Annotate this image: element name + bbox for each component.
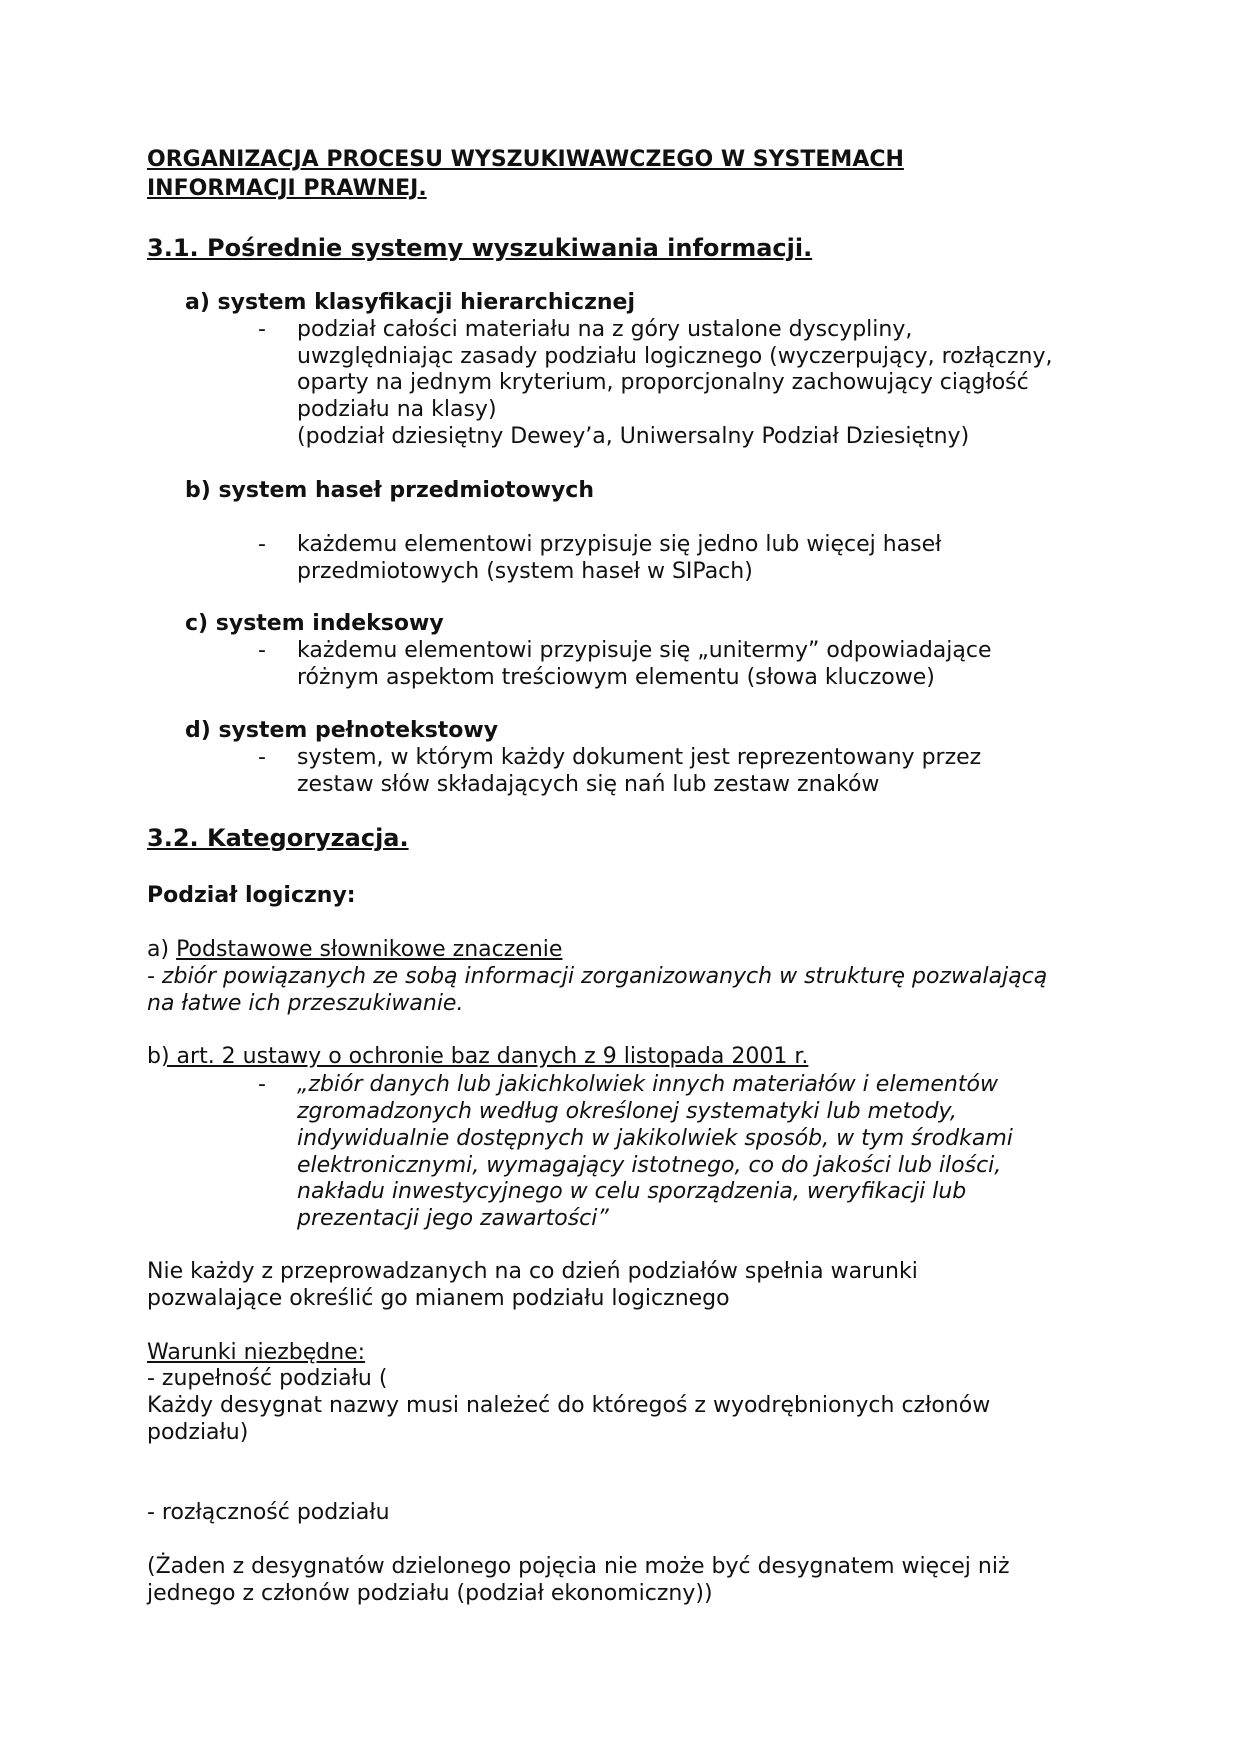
condition-line: podziału) bbox=[147, 1420, 249, 1445]
subheading-b: b) system haseł przedmiotowych bbox=[185, 478, 595, 503]
text-line: przedmiotowych (system haseł w SIPach) bbox=[297, 559, 753, 584]
quote-line: zgromadzonych według określonej systematyki lub metody, bbox=[297, 1099, 957, 1124]
text-line: różnym aspektom treściowym elementu (słowa kluczowe) bbox=[297, 665, 935, 690]
subheading-podzial-logiczny: Podział logiczny: bbox=[147, 883, 356, 908]
text-line: podziału na klasy) bbox=[297, 397, 497, 422]
quote-line: nakładu inwestycyjnego w celu sporządzenia, weryfikacji lub bbox=[297, 1179, 967, 1204]
text-line: (podział dziesiętny Dewey’a, Uniwersalny Podział Dziesiętny) bbox=[297, 424, 970, 449]
bullet-dash: - bbox=[258, 1072, 266, 1097]
definition-b-prefix: b bbox=[147, 1044, 161, 1069]
subheading-a: a) system klasyfikacji hierarchicznej bbox=[185, 290, 636, 315]
bullet-dash: - bbox=[258, 745, 266, 770]
condition-note-line: (Żaden z desygnatów dzielonego pojęcia nie może być desygnatem więcej niż bbox=[147, 1554, 1010, 1579]
bullet-dash: - bbox=[258, 317, 266, 342]
definition-b-line bbox=[147, 1043, 808, 1070]
conditions-label: Warunki niezbędne: bbox=[147, 1340, 366, 1365]
document-title-line-2: INFORMACJI PRAWNEJ. bbox=[147, 176, 427, 201]
text-line: podział całości materiału na z góry ustalone dyscypliny, bbox=[297, 317, 913, 342]
condition-line: - rozłączność podziału bbox=[147, 1500, 390, 1525]
paragraph-line: pozwalające określić go mianem podziału logicznego bbox=[147, 1286, 730, 1311]
quote-line: „zbiór danych lub jakichkolwiek innych materiałów i elementów bbox=[297, 1072, 998, 1097]
document-title-line-1: ORGANIZACJA PROCESU WYSZUKIWAWCZEGO W SYSTEMACH bbox=[147, 147, 904, 172]
bullet-dash: - bbox=[258, 638, 266, 663]
definition-a-label: Podstawowe słownikowe znaczenie bbox=[176, 937, 563, 962]
definition-a-line bbox=[147, 936, 562, 963]
definition-text-line: - zbiór powiązanych ze sobą informacji zorganizowanych w strukturę pozwalającą bbox=[147, 964, 1048, 989]
condition-note-line: jednego z członów podziału (podział ekonomiczny)) bbox=[147, 1581, 713, 1606]
bullet-dash: - bbox=[258, 532, 266, 557]
text-line: uwzględniając zasady podziału logicznego (wyczerpujący, rozłączny, bbox=[297, 344, 1053, 369]
condition-line: Każdy desygnat nazwy musi należeć do któregoś z wyodrębnionych członów bbox=[147, 1393, 991, 1418]
text-line: każdemu elementowi przypisuje się jedno lub więcej haseł bbox=[297, 532, 942, 557]
definition-a-prefix: a) bbox=[147, 937, 177, 962]
condition-line: - zupełność podziału ( bbox=[147, 1366, 388, 1391]
quote-line: indywidualnie dostępnych w jakikolwiek sposób, w tym środkami bbox=[297, 1126, 1013, 1151]
section-heading-3-2: 3.2. Kategoryzacja. bbox=[147, 824, 409, 852]
text-line: zestaw słów składających się nań lub zestaw znaków bbox=[297, 772, 880, 797]
definition-b-label: ) art. 2 ustawy o ochronie baz danych z 9 listopada 2001 r. bbox=[160, 1044, 809, 1069]
paragraph-line: Nie każdy z przeprowadzanych na co dzień podziałów spełnia warunki bbox=[147, 1259, 918, 1284]
section-heading-3-1: 3.1. Pośrednie systemy wyszukiwania informacji. bbox=[147, 234, 813, 262]
definition-text-line: na łatwe ich przeszukiwanie. bbox=[147, 991, 464, 1016]
text-line: system, w którym każdy dokument jest reprezentowany przez bbox=[297, 745, 982, 770]
quote-line: elektronicznymi, wymagający istotnego, co do jakości lub ilości, bbox=[297, 1153, 1002, 1178]
text-line: oparty na jednym kryterium, proporcjonalny zachowujący ciągłość bbox=[297, 370, 1029, 395]
subheading-c: c) system indeksowy bbox=[185, 611, 444, 636]
quote-line: prezentacji jego zawartości” bbox=[297, 1206, 609, 1231]
text-line: każdemu elementowi przypisuje się „unitermy” odpowiadające bbox=[297, 638, 992, 663]
subheading-d: d) system pełnotekstowy bbox=[185, 718, 499, 743]
